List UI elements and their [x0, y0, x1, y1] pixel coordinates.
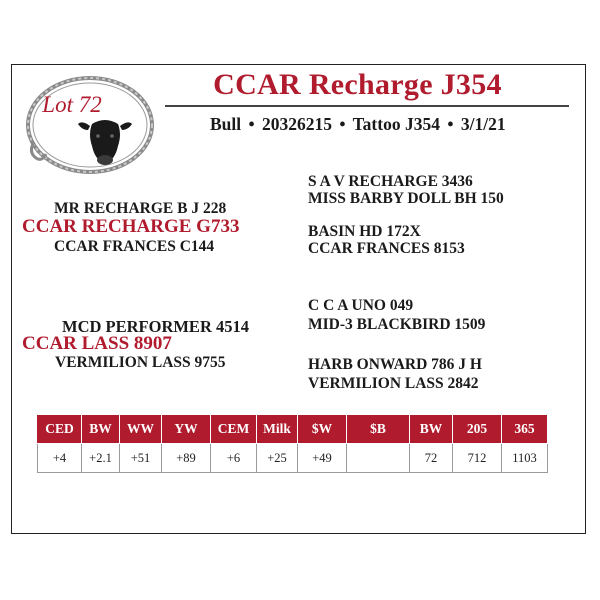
title-divider: [165, 105, 569, 107]
pedigree-ds: MCD PERFORMER 4514: [62, 317, 249, 336]
epd-header-birth-weight: BW: [410, 415, 453, 444]
epd-header-ced: CED: [38, 415, 82, 444]
epd-value-cem: +6: [211, 444, 257, 473]
animal-name: CCAR Recharge J354: [213, 68, 502, 101]
epd-header-yw: YW: [162, 415, 211, 444]
epd-header-cem: CEM: [211, 415, 257, 444]
animal-sex: Bull: [210, 114, 242, 134]
pedigree-dd: VERMILION LASS 9755: [55, 354, 226, 371]
epd-value-row: [38, 444, 548, 473]
epd-value-ww: +51: [120, 444, 162, 473]
lot-label: Lot 72: [42, 92, 102, 117]
epd-header-365: 365: [502, 415, 548, 444]
separator-dot: •: [248, 114, 255, 134]
pedigree-dam: CCAR LASS 8907: [22, 333, 172, 354]
pedigree-ss: MR RECHARGE B J 228: [54, 200, 227, 217]
pedigree-sire: CCAR RECHARGE G733: [22, 216, 240, 237]
epd-header-w-index: $W: [298, 415, 347, 444]
pedigree-dds: HARB ONWARD 786 J H: [308, 356, 482, 373]
epd-header-ww: WW: [120, 415, 162, 444]
separator-dot: •: [447, 114, 454, 134]
epd-header-b-index: $B: [347, 415, 410, 444]
pedigree-sds: BASIN HD 172X: [308, 223, 421, 240]
pedigree-sdd: CCAR FRANCES 8153: [308, 240, 465, 257]
pedigree-sss: S A V RECHARGE 3436: [308, 173, 473, 190]
epd-value-b-index: [347, 444, 410, 473]
epd-value-yw: +89: [162, 444, 211, 473]
epd-value-w-index: +49: [298, 444, 347, 473]
epd-table: [37, 414, 548, 473]
birth-date: 3/1/21: [460, 114, 506, 134]
pedigree-ddd: VERMILION LASS 2842: [308, 375, 479, 392]
pedigree-ssd: MISS BARBY DOLL BH 150: [308, 190, 504, 207]
epd-header-row: [38, 415, 548, 444]
epd-value-365: 1103: [502, 444, 548, 473]
epd-header-205: 205: [453, 415, 502, 444]
animal-info-line: [210, 114, 506, 135]
tattoo: Tattoo J354: [352, 114, 440, 134]
epd-header-milk: Milk: [257, 415, 298, 444]
epd-value-205: 712: [453, 444, 502, 473]
epd-value-ced: +4: [38, 444, 82, 473]
epd-value-bw: +2.1: [82, 444, 120, 473]
registration-number: 20326215: [262, 114, 333, 134]
epd-header-bw: BW: [82, 415, 120, 444]
pedigree-dsd: MID-3 BLACKBIRD 1509: [308, 316, 486, 333]
pedigree-dss: C C A UNO 049: [308, 297, 414, 314]
pedigree-sd: CCAR FRANCES C144: [54, 238, 215, 255]
separator-dot: •: [339, 114, 346, 134]
epd-value-birth-weight: 72: [410, 444, 453, 473]
epd-value-milk: +25: [257, 444, 298, 473]
